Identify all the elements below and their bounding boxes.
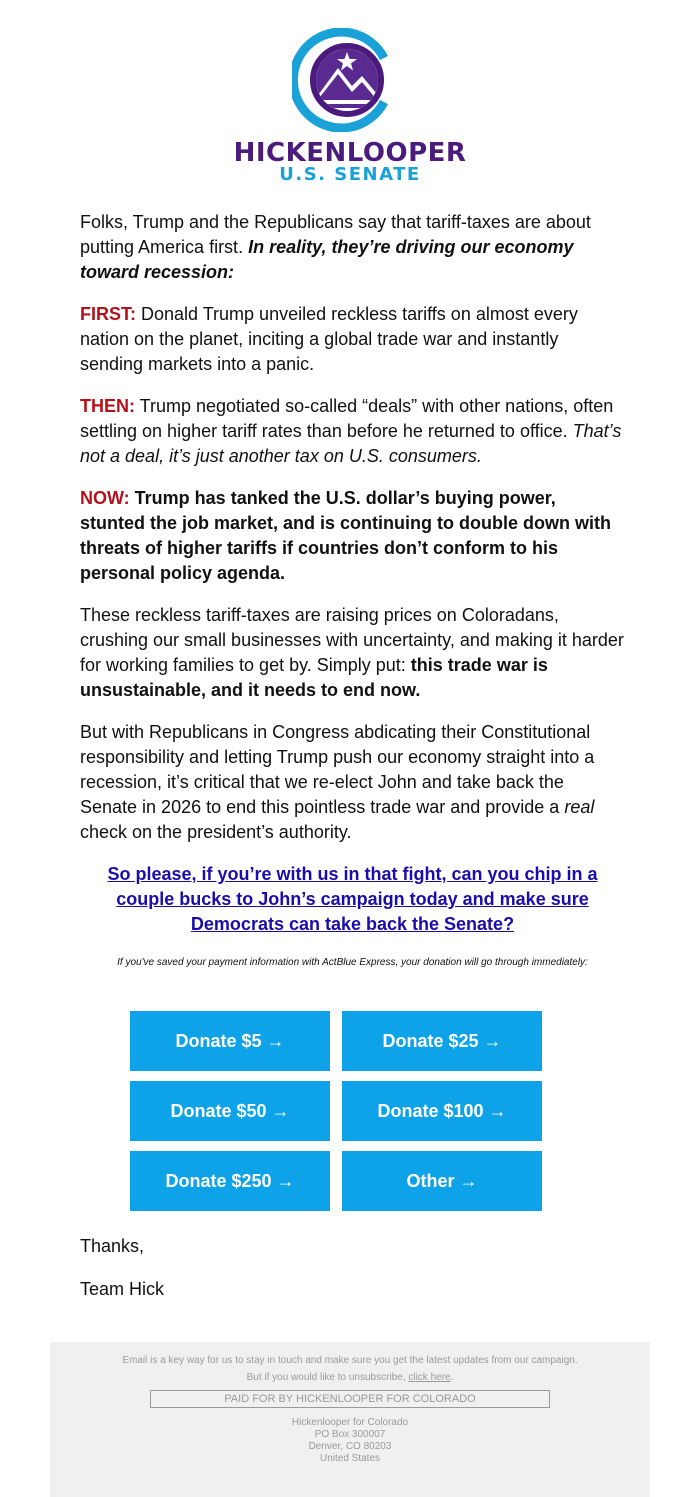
header-logo bbox=[0, 0, 700, 200]
email-body bbox=[80, 210, 625, 994]
paragraph-intro: Folks, Trump and the Republicans say that tariff-taxes are about putting America first. In reality, they’re driving our economy toward recession: bbox=[80, 212, 591, 282]
signoff-thanks: Thanks, bbox=[80, 1236, 145, 1256]
footer-line2: But if you would like to unsubscribe, click here. bbox=[246, 1372, 454, 1383]
signoff-team: Team Hick bbox=[80, 1279, 165, 1299]
paid-for-disclaimer: PAID FOR BY HICKENLOOPER FOR COLORADO bbox=[150, 1390, 550, 1408]
donate-100-button[interactable]: Donate $100 → bbox=[342, 1081, 542, 1141]
donate-250-button[interactable]: Donate $250 → bbox=[130, 1151, 330, 1211]
brand-name: HICKENLOOPER bbox=[233, 138, 467, 168]
campaign-logo-icon bbox=[292, 28, 392, 132]
paragraph-now: NOW: Trump has tanked the U.S. dollar’s buying power, stunted the job market, and is continuing to double down with threats of higher tariffs if countries don’t conform to his personal policy agenda. bbox=[80, 488, 611, 583]
donate-50-button[interactable]: Donate $50 → bbox=[130, 1081, 330, 1141]
email-footer bbox=[50, 1342, 650, 1497]
paragraph-then: THEN: Trump negotiated so-called “deals” with other nations, often settling on higher tariff rates than before he returned to office. That’s not a deal, it’s just another tax on U.S. consumers. bbox=[80, 396, 622, 466]
mailing-address: Hickenlooper for Colorado PO Box 300007 Denver, CO 80203 United States bbox=[291, 1417, 409, 1464]
actblue-express-note: If you've saved your payment information with ActBlue Express, your donation will go through immediately: bbox=[117, 957, 588, 968]
unsubscribe-link[interactable]: click here bbox=[408, 1372, 451, 1383]
paragraph-prices: These reckless tariff-taxes are raising prices on Coloradans, crushing our small businesses with uncertainty, and making it harder for working families to get by. Simply put: this trade war is unsustainable, and it needs to end now. bbox=[80, 605, 624, 700]
paragraph-first: FIRST: Donald Trump unveiled reckless tariffs on almost every nation on the planet, inciting a global trade war and instantly sending markets into a panic. bbox=[80, 304, 578, 374]
donate-cta-link[interactable]: So please, if you’re with us in that fight, can you chip in a couple bucks to John’s campaign today and make sure Democrats can take back the Senate? bbox=[107, 864, 598, 934]
brand-subtitle: U.S. SENATE bbox=[279, 164, 421, 185]
donate-5-button[interactable]: Donate $5 → bbox=[130, 1011, 330, 1071]
paragraph-senate: But with Republicans in Congress abdicating their Constitutional responsibility and letting Trump push our economy straight into a recession, it’s critical that we re-elect John and take back the Senate in 2026 to end this pointless trade war and provide a real check on the president’s authority. bbox=[80, 722, 595, 842]
footer-line1: Email is a key way for us to stay in touch and make sure you get the latest updates from our campaign. bbox=[122, 1355, 578, 1366]
donation-ask bbox=[80, 862, 625, 937]
donate-25-button[interactable]: Donate $25 → bbox=[342, 1011, 542, 1071]
donate-other-button[interactable]: Other → bbox=[342, 1151, 542, 1211]
